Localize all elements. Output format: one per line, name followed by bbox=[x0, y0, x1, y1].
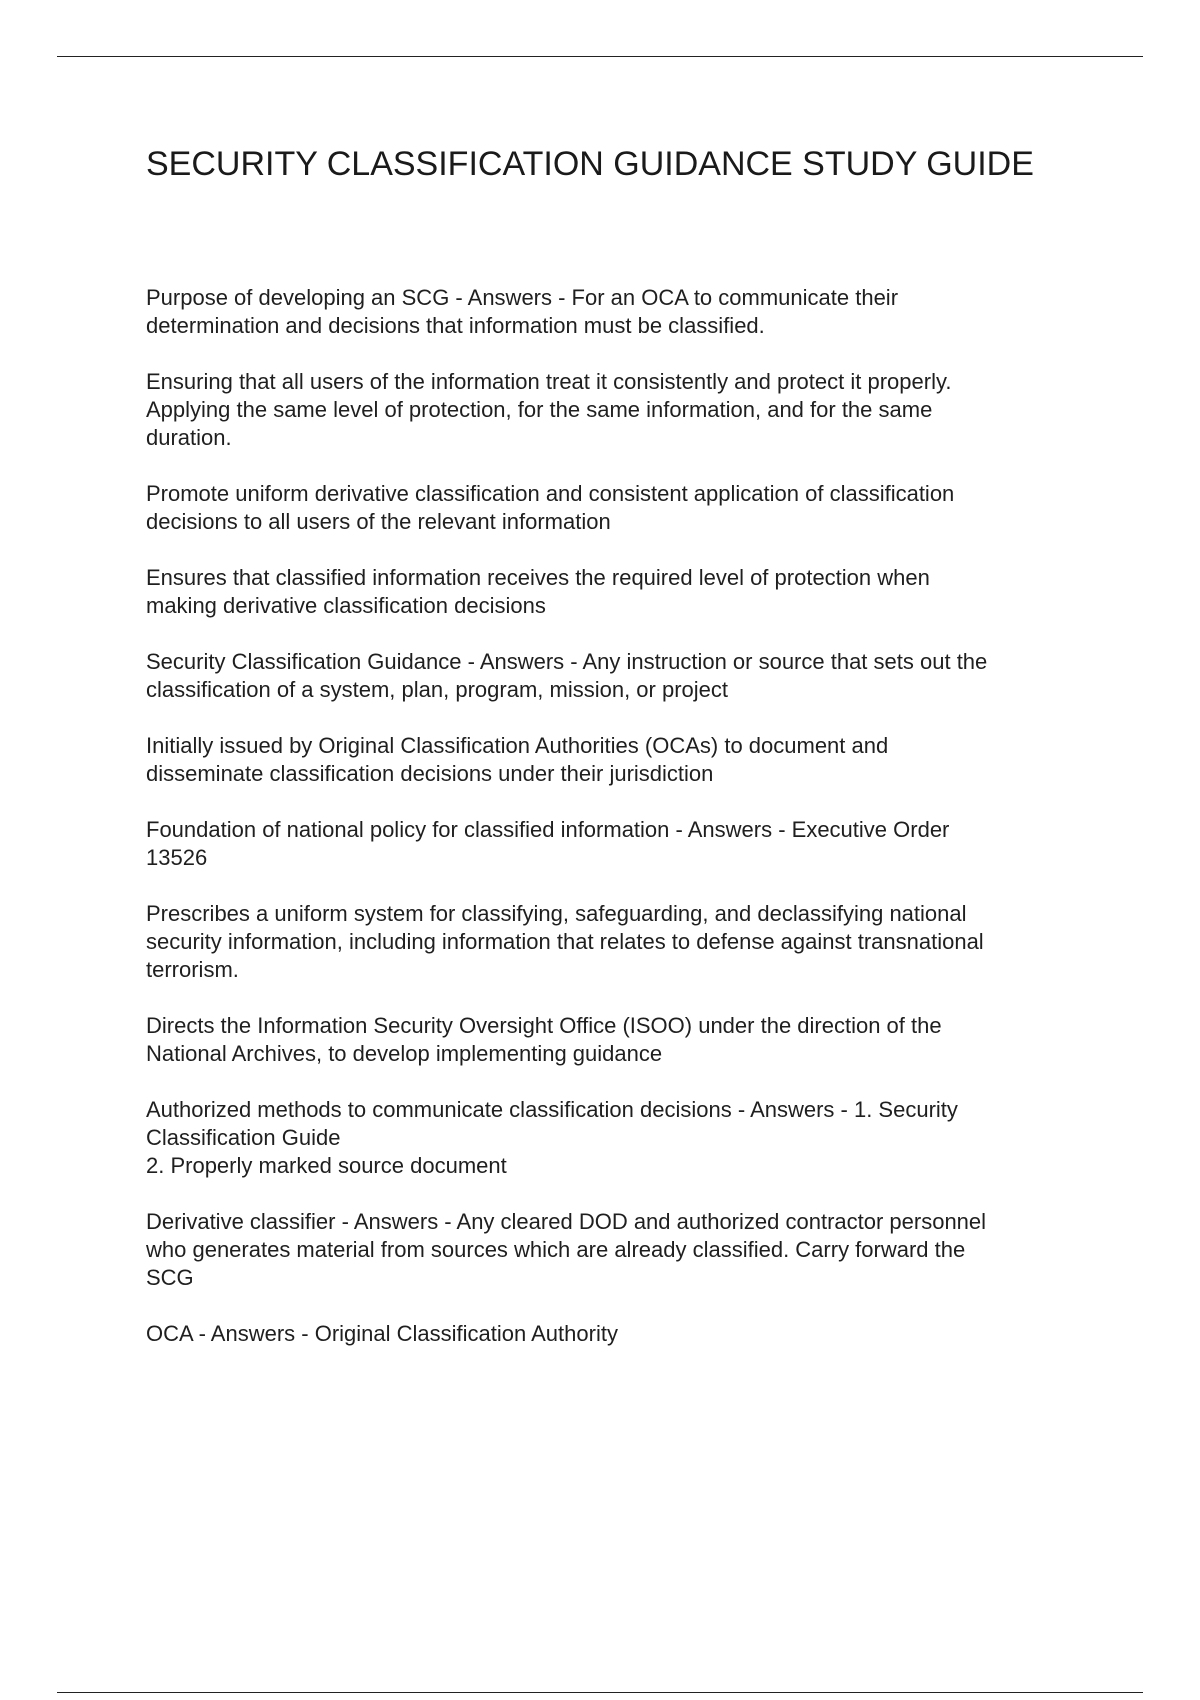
entry-uniform-derivative: Promote uniform derivative classification and consistent application of classification decisions to all users of the relevant information bbox=[146, 481, 955, 534]
entry-authorized-methods: Authorized methods to communicate classification decisions - Answers - 1. Security Classification Guide 2. Properly marked source document bbox=[146, 1097, 958, 1178]
entry-initially-issued: Initially issued by Original Classification Authorities (OCAs) to document and disseminate classification decisions under their jurisdiction bbox=[146, 733, 889, 786]
entry-derivative-classifier: Derivative classifier - Answers - Any cleared DOD and authorized contractor personnel who generates material from sources which are already classified. Carry forward the SCG bbox=[146, 1209, 987, 1290]
entry-consistent-protection: Ensuring that all users of the information treat it consistently and protect it properly. Applying the same level of protection, for the same information, and for the same duration. bbox=[146, 369, 952, 450]
entry-required-protection: Ensures that classified information receives the required level of protection when making derivative classification decisions bbox=[146, 565, 930, 618]
entry-oca: OCA - Answers - Original Classification Authority bbox=[146, 1321, 618, 1346]
entry-uniform-system: Prescribes a uniform system for classifying, safeguarding, and declassifying national security information, including information that relates to defense against transnational terrorism. bbox=[146, 901, 984, 982]
top-divider bbox=[57, 56, 1143, 57]
document-title: SECURITY CLASSIFICATION GUIDANCE STUDY GUIDE bbox=[146, 145, 1034, 183]
entry-classification-guidance: Security Classification Guidance - Answers - Any instruction or source that sets out the classification of a system, plan, program, mission, or project bbox=[146, 649, 988, 702]
bottom-divider bbox=[57, 1692, 1143, 1693]
entry-scg-purpose: Purpose of developing an SCG - Answers - For an OCA to communicate their determination and decisions that information must be classified. bbox=[146, 285, 899, 338]
entry-isoo: Directs the Information Security Oversight Office (ISOO) under the direction of the National Archives, to develop implementing guidance bbox=[146, 1013, 942, 1066]
entry-list bbox=[146, 284, 1106, 1376]
entry-national-policy: Foundation of national policy for classified information - Answers - Executive Order 13526 bbox=[146, 817, 950, 870]
